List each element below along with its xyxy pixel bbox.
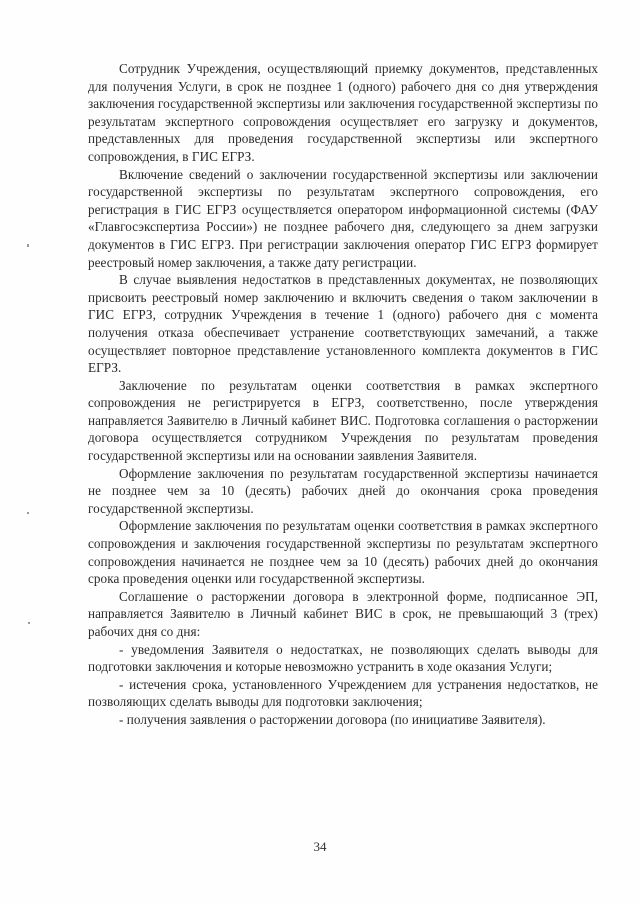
list-item: - истечения срока, установленного Учреждением для устранения недостатков, не позволяющих сделать выводы для подготовки заключения; <box>88 676 598 710</box>
margin-mark <box>28 622 30 624</box>
margin-mark <box>27 512 29 514</box>
paragraph: Соглашение о расторжении договора в электронной форме, подписанное ЭП, направляется Заявителю в Личный кабинет ВИС в срок, не превышающий 3 (трех) рабочих дня со дня: <box>88 588 598 639</box>
margin-mark <box>27 244 29 247</box>
paragraph: В случае выявления недостатков в представленных документах, не позволяющих присвоить реестровый номер заключению и включить сведения о таком заключении в ГИС ЕГРЗ, сотрудник Учреждения в течение 1 (одного) рабочего дня с момента получения отказа обеспечивает устранение соответствующих замечаний, а также осуществляет повторное представление установленного комплекта документов в ГИС ЕГРЗ. <box>88 272 598 376</box>
list-item: - получения заявления о расторжении договора (по инициативе Заявителя). <box>119 711 546 727</box>
paragraph: Оформление заключения по результатам оценки соответствия в рамках экспертного сопровождения и заключения государственной экспертизы по результатам экспертного сопровождения начинается не позднее чем за 10 (десять) рабочих дней до окончания срока проведения оценки или государственной экспертизы. <box>88 518 598 587</box>
body-text <box>88 60 598 729</box>
paragraph: Оформление заключения по результатам государственной экспертизы начинается не позднее чем за 10 (десять) рабочих дней до окончания срока проведения государственной экспертизы. <box>88 465 598 516</box>
list-item: - уведомления Заявителя о недостатках, не позволяющих сделать выводы для подготовки заключения и которые невозможно устранить в ходе оказания Услуги; <box>88 641 598 675</box>
paragraph: Сотрудник Учреждения, осуществляющий приемку документов, представленных для получения Услуги, в срок не позднее 1 (одного) рабочего дня со дня утверждения заключения государственной экспертизы или заключения государственной экспертизы по результатам экспертного сопровождения осуществляет его загрузку и документов, представленных для проведения государственной экспертизы или экспертного сопровождения, в ГИС ЕГРЗ. <box>88 61 598 164</box>
page-number: 34 <box>313 839 327 854</box>
paragraph: Включение сведений о заключении государственной экспертизы или заключении государственной экспертизы по результатам экспертного сопровождения, его регистрация в ГИС ЕГРЗ осуществляется оператором информационной системы (ФАУ «Главгосэкспертиза России») не позднее рабочего дня, следующего за днем загрузки документов в ГИС ЕГРЗ. При регистрации заключения оператор ГИС ЕГРЗ формирует реестровый номер заключения, а также дату регистрации. <box>88 166 598 270</box>
paragraph: Заключение по результатам оценки соответствия в рамках экспертного сопровождения не регистрируется в ЕГРЗ, соответственно, после утверждения направляется Заявителю в Личный кабинет ВИС. Подготовка соглашения о расторжении договора осуществляется сотрудником Учреждения по результатам проведения государственной экспертизы или на основании заявления Заявителя. <box>88 377 598 464</box>
